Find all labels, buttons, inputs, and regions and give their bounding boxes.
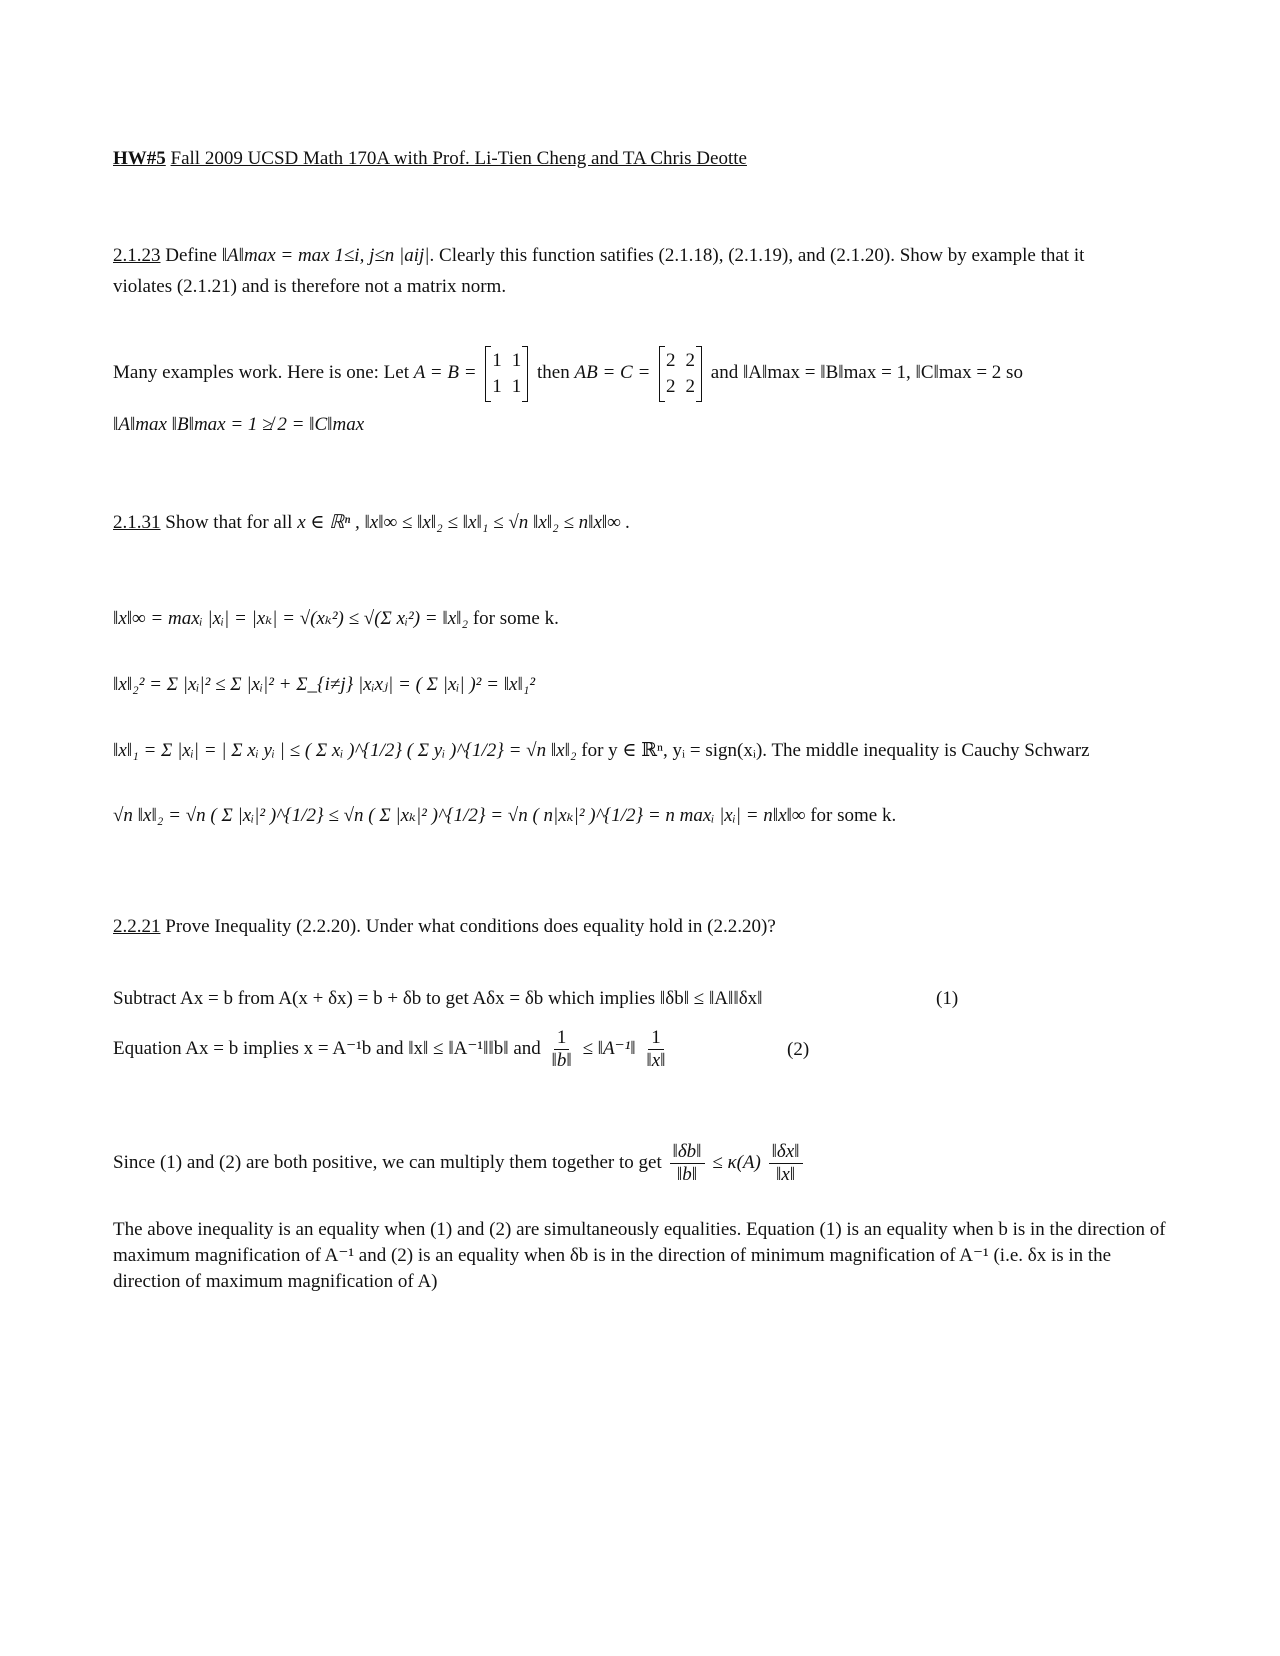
matrix-cell: 2 [666,349,676,371]
fraction [549,1027,575,1072]
then-word: then [537,362,570,383]
equation: ≤ κ(A) [712,1152,761,1173]
problem-statement: . Clearly this function satifies (2.1.18), (2.1.19), and (2.1.20). Show by example that it [429,245,1085,266]
equation: ‖x‖₁ = Σ |xᵢ| = | Σ xᵢ yᵢ | ≤ ( Σ xᵢ )^{1/2} ( Σ yᵢ )^{1/2} = √n ‖x‖₂ [113,740,577,761]
problem-number: 2.1.31 [113,512,161,533]
matrix-cell: 2 [685,349,696,371]
fraction [670,1141,705,1186]
problem-statement: Show that for all [165,512,293,533]
norm-chain: ‖x‖∞ ≤ ‖x‖₂ ≤ ‖x‖₁ ≤ √n ‖x‖₂ ≤ n‖x‖∞ . [364,512,631,533]
norm-definition: ‖A‖max = max 1≤i, j≤n |aij| [221,245,430,266]
norm-inequality: ‖A‖max ‖B‖max = 1 ≱ 2 = ‖C‖max [113,414,365,435]
proof-line-4 [113,803,896,829]
conclusion-line [113,412,364,438]
proof-step-2 [113,1018,672,1080]
problem-2-1-23-statement-line2 [113,274,506,300]
problem-number: 2.1.23 [113,245,161,266]
fraction [643,1027,668,1072]
equation: Equation Ax = b implies x = A⁻¹b and ‖x‖ ≤ ‖A⁻¹‖‖b‖ and [113,1038,541,1059]
fraction-numerator: 1 [554,1027,570,1050]
matrix-cell: 1 [492,349,502,371]
fraction-denominator: ‖x‖ [775,1164,796,1186]
matrix-cell: 1 [511,375,522,397]
fraction-numerator: ‖δb‖ [670,1141,705,1164]
matrix-c [659,346,702,402]
answer-intro: Many examples work. Here is one: Let [113,362,409,383]
problem-2-1-23-statement [113,243,1084,269]
problem-number: 2.2.21 [113,916,161,937]
domain-condition: x ∈ ℝⁿ , [297,512,360,533]
hw-label: HW#5 [113,148,166,169]
page-header [113,146,747,172]
fraction-denominator: ‖b‖ [676,1164,698,1186]
equation: ‖x‖∞ = maxᵢ |xᵢ| = |xₖ| = √(xₖ²) ≤ √(Σ xᵢ²) = ‖x‖₂ [113,608,469,629]
fraction-numerator: 1 [648,1027,664,1050]
matrix-cell: 1 [492,375,502,397]
equation: √n ‖x‖₂ = √n ( Σ |xᵢ|² )^{1/2} ≤ √n ( Σ |xₖ|² )^{1/2} = √n ( n|xₖ|² )^{1/2} = n maxᵢ |xᵢ| = n‖x‖∞ [113,805,806,826]
problem-statement: Prove Inequality (2.2.20). Under what conditions does equality hold in (2.2.20)? [165,916,776,937]
equation: ‖x‖₂² = Σ |xᵢ|² ≤ Σ |xᵢ|² + Σ_{i≠j} |xᵢxⱼ| = ( Σ |xᵢ| )² = ‖x‖₁² [113,674,536,695]
problem-2-2-21-statement [113,914,776,940]
matrix-cell: 1 [511,349,522,371]
conclusion-paragraph: The above inequality is an equality when (1) and (2) are simultaneously equalities. Equation (1) is an equality when b is in the direction of maximum magnification of A⁻¹ and (2) is an equality when δb is in the direction of minimum magnification of A⁻¹ (i.e. δx is in the direction of maximum magnification of A) [113,1219,1166,1292]
equation-tag-1: (1) [936,988,959,1009]
equation-note: for some k. [472,608,559,629]
equation-tag-2: (2) [787,1039,810,1060]
equation-note: for some k. [810,805,897,826]
ab-equals-c: AB = C = [574,362,651,383]
equation-note: for y ∈ ℝⁿ, yᵢ = sign(xᵢ). The middle inequality is Cauchy Schwarz [581,740,1090,761]
matrix-a [485,346,528,402]
matrix-cell: 2 [666,375,676,397]
define-word: Define [165,245,217,266]
problem-2-1-31-statement [113,510,630,536]
equation: ≤ ‖A⁻¹‖ [582,1038,636,1059]
proof-step-1 [113,986,763,1012]
norms-values: and ‖A‖max = ‖B‖max = 1, ‖C‖max = 2 so [710,362,1023,383]
fraction [769,1141,803,1186]
proof-line-2 [113,672,535,698]
equation: Since (1) and (2) are both positive, we can multiply them together to get [113,1152,662,1173]
fraction-denominator: ‖x‖ [646,1050,666,1072]
let-a-b: A = B = [413,362,477,383]
matrix-cell: 2 [685,375,696,397]
example-line [113,345,1023,402]
proof-line-1 [113,606,559,632]
course-title: Fall 2009 UCSD Math 170A with Prof. Li-Tien Cheng and TA Chris Deotte [170,148,747,169]
proof-line-3 [113,738,1090,764]
equation: Subtract Ax = b from A(x + δx) = b + δb to get Aδx = δb which implies ‖δb‖ ≤ ‖A‖‖δx‖ [113,988,763,1009]
fraction-numerator: ‖δx‖ [769,1141,803,1164]
proof-step-3 [113,1132,806,1194]
fraction-denominator: ‖b‖ [551,1050,572,1072]
problem-statement-cont: violates (2.1.21) and is therefore not a matrix norm. [113,276,507,297]
